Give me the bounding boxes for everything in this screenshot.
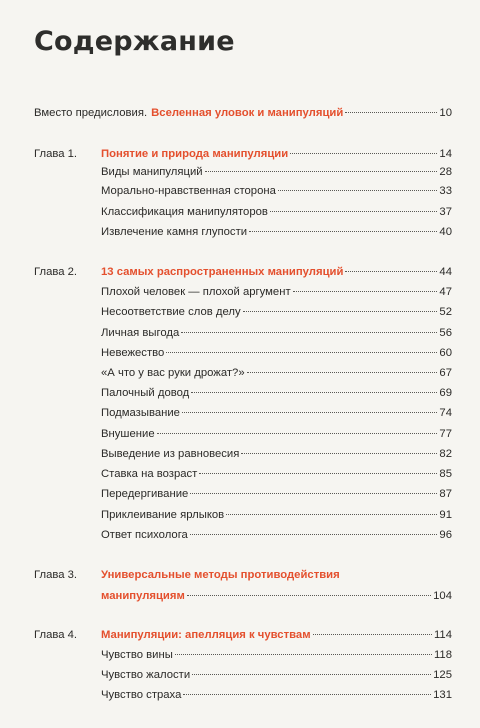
entry-title: Чувство жалости	[101, 669, 191, 681]
leader-dots	[345, 270, 437, 272]
leader-dots	[249, 230, 437, 232]
entry-title: «А что у вас руки дрожат?»	[101, 367, 245, 379]
leader-dots	[313, 633, 432, 635]
chapter-title-continued: манипуляциям	[101, 590, 185, 602]
preface-title: Вселенная уловок и манипуляций	[151, 107, 344, 119]
page-number: 125	[433, 669, 452, 681]
entry-title: Морально-нравственная сторона	[101, 185, 276, 197]
toc-entry	[101, 384, 452, 402]
page-number: 44	[439, 266, 452, 278]
page-number: 91	[439, 509, 452, 521]
page-number: 52	[439, 306, 452, 318]
entry-title: Чувство вины	[101, 649, 173, 661]
toc-entry	[101, 445, 452, 463]
toc-entry	[101, 182, 452, 200]
toc-entry	[101, 303, 452, 321]
leader-dots	[190, 533, 438, 535]
leader-dots	[243, 310, 438, 312]
chapter-label: Глава 4.	[34, 629, 78, 641]
chapter-title: Манипуляции: апелляция к чувствам	[101, 629, 311, 641]
chapter-title: Понятие и природа манипуляции	[101, 148, 289, 160]
toc-entry-preface	[34, 104, 452, 122]
toc-entry-chapter	[101, 626, 452, 644]
entry-title: Ответ психолога	[101, 529, 188, 541]
toc-entry	[101, 223, 452, 241]
entry-title: Подмазывание	[101, 407, 180, 419]
entry-title: Внушение	[101, 428, 155, 440]
leader-dots	[205, 170, 438, 172]
leader-dots	[293, 290, 438, 292]
preface-prefix: Вместо предисловия.	[34, 107, 148, 119]
toc-entry	[101, 686, 452, 704]
leader-dots	[270, 210, 438, 212]
toc-entry	[101, 485, 452, 503]
toc-entry-chapter	[101, 263, 452, 281]
leader-dots	[190, 492, 437, 494]
page-number: 114	[433, 629, 452, 641]
page-number: 67	[439, 367, 452, 379]
chapter-label: Глава 2.	[34, 266, 78, 278]
toc-entry	[101, 666, 452, 684]
leader-dots	[241, 452, 437, 454]
entry-title: Выведение из равновесия	[101, 448, 240, 460]
toc-entry	[101, 465, 452, 483]
leader-dots	[199, 472, 437, 474]
page-number: 60	[439, 347, 452, 359]
page-number: 96	[439, 529, 452, 541]
chapter-label: Глава 3.	[34, 569, 78, 581]
chapter-title: 13 самых распространенных манипуляций	[101, 266, 344, 278]
page-number: 40	[439, 226, 452, 238]
entry-title: Передергивание	[101, 488, 189, 500]
leader-dots	[166, 351, 437, 353]
page-number: 131	[433, 689, 452, 701]
leader-dots	[192, 673, 431, 675]
chapter-title: Универсальные методы противодействия	[101, 569, 340, 581]
leader-dots	[183, 693, 431, 695]
toc-entry	[101, 646, 452, 664]
leader-dots	[345, 111, 437, 113]
page-number: 87	[439, 488, 452, 500]
chapter-label: Глава 1.	[34, 148, 78, 160]
page-number: 85	[439, 468, 452, 480]
entry-title: Личная выгода	[101, 327, 180, 339]
toc-entry	[101, 324, 452, 342]
toc-entry	[101, 425, 452, 443]
entry-title: Виды манипуляций	[101, 166, 203, 178]
toc-entry	[101, 526, 452, 544]
toc-entry	[101, 203, 452, 221]
toc-entry	[101, 364, 452, 382]
page-number: 28	[439, 166, 452, 178]
page-number: 14	[439, 148, 452, 160]
leader-dots	[226, 513, 437, 515]
leader-dots	[278, 189, 438, 191]
page-number: 74	[439, 407, 452, 419]
chapter-title-line1	[101, 566, 452, 584]
toc-entry	[101, 404, 452, 422]
entry-title: Приклеивание ярлыков	[101, 509, 225, 521]
leader-dots	[157, 432, 438, 434]
toc-entry-chapter	[101, 145, 452, 163]
page-number: 104	[433, 590, 452, 602]
page-number: 33	[439, 185, 452, 197]
leader-dots	[187, 594, 431, 596]
entry-title: Палочный довод	[101, 387, 190, 399]
toc-entry	[101, 506, 452, 524]
page-number: 69	[439, 387, 452, 399]
entry-title: Извлечение камня глупости	[101, 226, 248, 238]
toc-entry	[101, 283, 452, 301]
entry-title: Чувство страха	[101, 689, 182, 701]
page-number: 37	[439, 206, 452, 218]
page-number: 47	[439, 286, 452, 298]
toc-entry-chapter	[101, 587, 452, 605]
leader-dots	[247, 371, 438, 373]
toc-entry	[101, 163, 452, 181]
entry-title: Ставка на возраст	[101, 468, 198, 480]
page-number: 56	[439, 327, 452, 339]
leader-dots	[181, 331, 437, 333]
entry-title: Несоответствие слов делу	[101, 306, 241, 318]
entry-title: Классификация манипуляторов	[101, 206, 268, 218]
leader-dots	[191, 391, 437, 393]
leader-dots	[290, 152, 437, 154]
entry-title: Невежество	[101, 347, 165, 359]
toc-entry	[101, 344, 452, 362]
page-number: 118	[433, 649, 452, 661]
leader-dots	[182, 411, 437, 413]
page-number: 77	[439, 428, 452, 440]
page-number: 82	[439, 448, 452, 460]
entry-title: Плохой человек — плохой аргумент	[101, 286, 291, 298]
page-number: 10	[439, 107, 452, 119]
leader-dots	[175, 653, 432, 655]
page-title: Содержание	[34, 26, 235, 57]
